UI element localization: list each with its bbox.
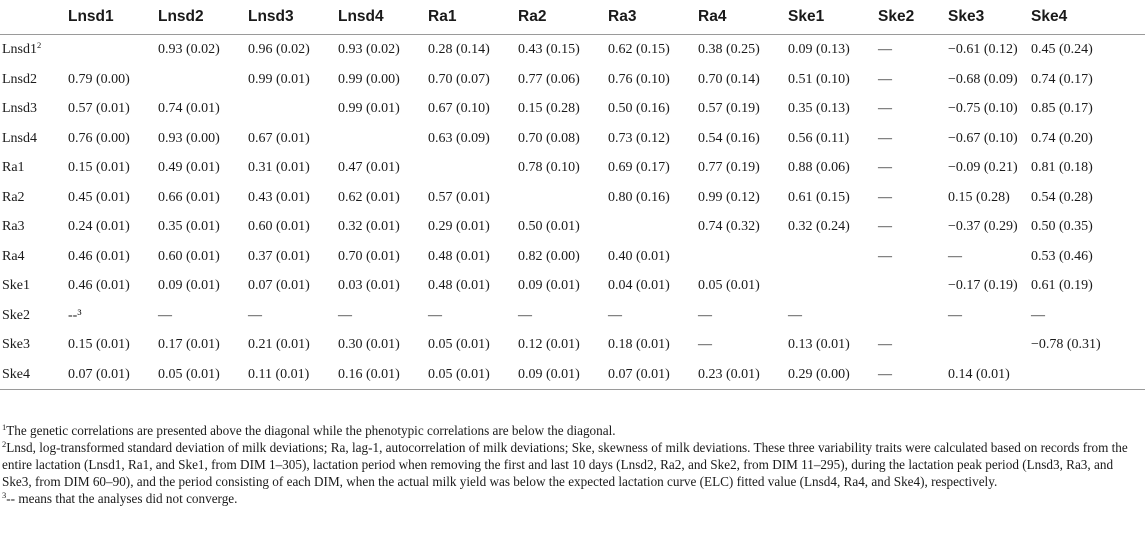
correlation-cell: 0.93 (0.02) (338, 41, 400, 57)
row-header-lnsd3 (0, 95, 66, 125)
correlation-cell: 0.49 (0.01) (158, 160, 220, 176)
column-header-lnsd4: Lnsd4 (336, 0, 426, 34)
correlation-cell (786, 242, 876, 272)
correlation-cell: 0.48 (0.01) (428, 278, 490, 294)
correlation-cell: 0.88 (0.06) (788, 160, 850, 176)
row-header-label: Ra3 (2, 219, 25, 235)
correlation-cell: 0.35 (0.13) (788, 101, 850, 117)
correlation-cell: 0.43 (0.01) (248, 189, 310, 205)
table-row (0, 242, 1145, 272)
correlation-cell: 0.15 (0.01) (68, 160, 130, 176)
correlation-cell: 0.05 (0.01) (428, 337, 490, 353)
column-header-ra2: Ra2 (516, 0, 606, 34)
correlation-cell (786, 272, 876, 302)
correlation-cell: −0.37 (0.29) (948, 219, 1018, 235)
row-header-lnsd1 (0, 34, 66, 65)
correlation-cell: −0.61 (0.12) (948, 41, 1018, 57)
correlation-cell: — (338, 307, 352, 323)
correlation-cell: 0.67 (0.10) (428, 101, 490, 117)
footnote-text: The genetic correlations are presented above the diagonal while the phenotypic correlations are below the diagonal. (6, 423, 616, 438)
row-header-ra3 (0, 213, 66, 243)
correlation-cell: 0.30 (0.01) (338, 337, 400, 353)
row-header-label: Ske2 (2, 307, 30, 323)
correlation-cell: 0.07 (0.01) (66, 360, 156, 390)
correlation-cell: — (158, 307, 172, 323)
correlation-cell (246, 95, 336, 125)
row-header-ske3 (0, 331, 66, 361)
correlation-cell: 0.16 (0.01) (336, 360, 426, 390)
correlation-cell: 0.07 (0.01) (606, 360, 696, 390)
correlation-cell: 0.47 (0.01) (338, 160, 400, 176)
correlation-cell (876, 301, 946, 331)
table-row (0, 124, 1145, 154)
correlation-cell: 0.63 (0.09) (428, 130, 490, 146)
column-header-ra4: Ra4 (696, 0, 786, 34)
correlation-cell: — (1031, 307, 1045, 323)
table-row (0, 34, 1145, 65)
column-header-lnsd3: Lnsd3 (246, 0, 336, 34)
correlation-cell: 0.76 (0.00) (68, 130, 130, 146)
column-header-ra3: Ra3 (606, 0, 696, 34)
row-header-label: Ra4 (2, 248, 25, 264)
row-header-label: Ra1 (2, 160, 25, 176)
correlation-cell: — (878, 248, 892, 264)
correlation-cell: 0.03 (0.01) (338, 278, 400, 294)
correlation-cell: — (876, 360, 946, 390)
correlation-cell: 0.54 (0.16) (698, 130, 760, 146)
correlation-cell: 0.04 (0.01) (608, 278, 670, 294)
correlation-cell: 0.53 (0.46) (1031, 248, 1093, 264)
footnote-marker: 2 (37, 39, 42, 50)
correlation-cell (606, 213, 696, 243)
correlation-cell: 0.62 (0.15) (608, 41, 670, 57)
correlation-cell: — (428, 307, 442, 323)
correlation-cell: — (878, 337, 892, 353)
correlation-cell: 0.70 (0.01) (338, 248, 400, 264)
column-header-ske3: Ske3 (946, 0, 1029, 34)
column-header-ske1: Ske1 (786, 0, 876, 34)
table-header (0, 0, 1145, 34)
correlation-cell: 0.09 (0.13) (788, 41, 850, 57)
row-header-ske1 (0, 272, 66, 302)
correlation-cell: 0.57 (0.19) (698, 101, 760, 117)
table-row (0, 272, 1145, 302)
correlation-cell: 0.46 (0.01) (68, 248, 130, 264)
correlation-cell: 0.09 (0.01) (158, 278, 220, 294)
correlation-cell: 0.13 (0.01) (788, 337, 850, 353)
correlation-cell: 0.18 (0.01) (608, 337, 670, 353)
correlation-cell (516, 183, 606, 213)
row-header-ske2 (0, 301, 66, 331)
correlation-cell: 0.45 (0.24) (1031, 41, 1093, 57)
correlation-cell: 0.05 (0.01) (698, 278, 760, 294)
correlation-cell: — (248, 307, 262, 323)
correlation-cell: 0.32 (0.24) (788, 219, 850, 235)
row-header-ra2 (0, 183, 66, 213)
correlation-cell: −0.68 (0.09) (948, 71, 1018, 87)
column-header-ske4: Ske4 (1029, 0, 1145, 34)
correlation-cell: 0.43 (0.15) (518, 41, 580, 57)
column-header-lnsd1: Lnsd1 (66, 0, 156, 34)
correlation-cell: — (878, 101, 892, 117)
correlation-cell: 0.38 (0.25) (698, 41, 760, 57)
correlation-cell: 0.60 (0.01) (158, 248, 220, 264)
correlation-cell: 0.46 (0.01) (68, 278, 130, 294)
table-row (0, 154, 1145, 184)
correlation-cell: 0.40 (0.01) (608, 248, 670, 264)
correlation-cell: 0.85 (0.17) (1031, 101, 1093, 117)
header-row (0, 0, 1145, 34)
correlation-cell (66, 34, 156, 65)
row-header-ske4 (0, 360, 66, 390)
column-header-ra1: Ra1 (426, 0, 516, 34)
correlation-cell (336, 124, 426, 154)
table-row (0, 331, 1145, 361)
correlation-cell: 0.74 (0.20) (1031, 130, 1093, 146)
correlation-cell: 0.50 (0.16) (608, 101, 670, 117)
correlation-cell: 0.24 (0.01) (68, 219, 130, 235)
correlation-cell: 0.99 (0.01) (248, 71, 310, 87)
correlation-cell: −0.17 (0.19) (948, 278, 1018, 294)
correlation-cell: 0.28 (0.14) (428, 41, 490, 57)
correlation-cell: 0.76 (0.10) (608, 71, 670, 87)
correlation-cell: 0.61 (0.15) (788, 189, 850, 205)
correlation-cell: 0.77 (0.06) (518, 71, 580, 87)
correlation-cell: 0.70 (0.08) (518, 130, 580, 146)
correlation-cell: 0.29 (0.01) (428, 219, 490, 235)
row-header-label: Lnsd2 (2, 71, 37, 87)
correlation-cell: 0.05 (0.01) (426, 360, 516, 390)
correlation-cell: 0.31 (0.01) (248, 160, 310, 176)
row-header-lnsd2 (0, 65, 66, 95)
table-row (0, 213, 1145, 243)
correlation-cell: 0.78 (0.10) (518, 160, 580, 176)
correlation-cell: 0.74 (0.01) (158, 101, 220, 117)
correlation-cell: 0.70 (0.14) (698, 71, 760, 87)
correlation-cell: 0.93 (0.02) (158, 41, 220, 57)
correlation-cell: 0.23 (0.01) (696, 360, 786, 390)
correlation-cell: --³ (68, 307, 82, 323)
correlation-cell: 0.74 (0.17) (1031, 71, 1093, 87)
row-header-label: Lnsd1 (2, 41, 37, 57)
correlation-cell: — (948, 307, 962, 323)
row-header-ra1 (0, 154, 66, 184)
correlation-cell: — (948, 248, 962, 264)
row-header-label: Ske1 (2, 278, 30, 294)
correlation-cell: 0.35 (0.01) (158, 219, 220, 235)
correlation-cell: 0.70 (0.07) (428, 71, 490, 87)
correlation-cell (946, 331, 1029, 361)
correlation-cell: — (878, 130, 892, 146)
correlation-cell (426, 154, 516, 184)
footnote-1 (2, 422, 1142, 439)
correlation-cell: 0.09 (0.01) (516, 360, 606, 390)
row-header-lnsd4 (0, 124, 66, 154)
table-row (0, 65, 1145, 95)
table-row (0, 301, 1145, 331)
footnote-text: -- means that the analyses did not converge. (6, 491, 238, 506)
correlation-cell: 0.80 (0.16) (608, 189, 670, 205)
footnote-3 (2, 490, 1142, 507)
correlation-cell: 0.77 (0.19) (698, 160, 760, 176)
correlation-cell: 0.37 (0.01) (248, 248, 310, 264)
correlation-cell: 0.57 (0.01) (428, 189, 490, 205)
correlation-cell (696, 242, 786, 272)
correlation-cell: 0.62 (0.01) (338, 189, 400, 205)
correlation-cell: 0.48 (0.01) (428, 248, 490, 264)
correlation-cell: 0.05 (0.01) (156, 360, 246, 390)
correlation-cell: — (698, 337, 712, 353)
correlation-cell: — (878, 41, 892, 57)
correlation-cell: 0.45 (0.01) (68, 189, 130, 205)
correlation-cell: 0.57 (0.01) (68, 101, 130, 117)
correlation-cell: 0.81 (0.18) (1031, 160, 1093, 176)
correlation-cell: 0.29 (0.00) (786, 360, 876, 390)
table-row (0, 360, 1145, 390)
table-body (0, 34, 1145, 390)
correlation-cell: — (788, 307, 802, 323)
correlation-cell: 0.61 (0.19) (1031, 278, 1093, 294)
correlation-cell: 0.50 (0.35) (1031, 219, 1093, 235)
correlation-cell: 0.51 (0.10) (788, 71, 850, 87)
correlation-cell: — (518, 307, 532, 323)
correlation-cell: −0.67 (0.10) (948, 130, 1018, 146)
correlation-cell: 0.69 (0.17) (608, 160, 670, 176)
correlation-cell: — (878, 189, 892, 205)
correlation-cell: 0.07 (0.01) (248, 278, 310, 294)
correlation-cell: — (878, 219, 892, 235)
correlation-cell: 0.09 (0.01) (518, 278, 580, 294)
header-corner-cell (0, 0, 66, 34)
correlation-cell: — (878, 160, 892, 176)
correlation-cell: — (698, 307, 712, 323)
footnote-mark: 3 (2, 490, 7, 500)
correlation-cell: −0.78 (0.31) (1031, 337, 1101, 353)
correlation-cell: 0.21 (0.01) (248, 337, 310, 353)
correlation-cell: 0.12 (0.01) (518, 337, 580, 353)
table-row (0, 183, 1145, 213)
correlation-cell: 0.99 (0.00) (338, 71, 400, 87)
correlation-cell: — (608, 307, 622, 323)
correlation-cell: 0.15 (0.28) (518, 101, 580, 117)
correlation-cell: 0.17 (0.01) (158, 337, 220, 353)
correlation-cell: 0.67 (0.01) (248, 130, 310, 146)
correlation-cell: 0.73 (0.12) (608, 130, 670, 146)
table-footnotes (2, 422, 1142, 507)
correlation-cell: 0.82 (0.00) (518, 248, 580, 264)
correlation-cell: 0.96 (0.02) (248, 41, 310, 57)
row-header-label: Ra2 (2, 189, 25, 205)
correlation-cell (1029, 360, 1145, 390)
correlation-cell: — (878, 71, 892, 87)
correlation-cell: 0.32 (0.01) (338, 219, 400, 235)
table-row (0, 95, 1145, 125)
correlation-cell: 0.99 (0.12) (698, 189, 760, 205)
column-header-lnsd2: Lnsd2 (156, 0, 246, 34)
footnote-text: Lnsd, log-transformed standard deviation of milk deviations; Ra, lag-1, autocorrelation of milk deviations; Ske, skewness of milk deviations. These three variability traits were calculated based on records from the entire lactation (Lnsd1, Ra1, and Ske1, from DIM 1–305), lactation period when removing the first and last 10 days (Lnsd2, Ra2, and Ske2, from DIM 11–295), during the lactation peak period (Lnsd3, Ra3, and Ske3, from DIM 60–90), and the period consisting of each DIM, when the actual milk yield was below the expected lactation curve (ELC) fitted value (Lnsd4, Ra4, and Ske4), respectively. (2, 440, 1128, 489)
footnote-mark: 1 (2, 422, 7, 432)
correlation-cell (876, 272, 946, 302)
correlation-cell: 0.56 (0.11) (788, 130, 850, 146)
row-header-label: Ske3 (2, 337, 30, 353)
correlation-cell: 0.93 (0.00) (158, 130, 220, 146)
row-header-label: Lnsd4 (2, 130, 37, 146)
correlation-cell: 0.50 (0.01) (518, 219, 580, 235)
footnote-2 (2, 439, 1142, 490)
row-header-label: Lnsd3 (2, 101, 37, 117)
correlation-cell: 0.14 (0.01) (946, 360, 1029, 390)
footnote-mark: 2 (2, 439, 7, 449)
row-header-label: Ske4 (2, 366, 30, 382)
correlation-cell: 0.99 (0.01) (338, 101, 400, 117)
correlation-cell (156, 65, 246, 95)
correlation-cell: 0.74 (0.32) (698, 219, 760, 235)
correlation-cell: 0.60 (0.01) (248, 219, 310, 235)
correlation-cell: 0.15 (0.28) (948, 189, 1010, 205)
correlation-cell: 0.54 (0.28) (1031, 189, 1093, 205)
correlation-cell: 0.66 (0.01) (158, 189, 220, 205)
column-header-ske2: Ske2 (876, 0, 946, 34)
correlation-cell: −0.75 (0.10) (948, 101, 1018, 117)
row-header-ra4 (0, 242, 66, 272)
correlation-cell: −0.09 (0.21) (948, 160, 1018, 176)
correlation-cell: 0.11 (0.01) (246, 360, 336, 390)
correlation-cell: 0.79 (0.00) (68, 71, 130, 87)
correlation-cell: 0.15 (0.01) (68, 337, 130, 353)
